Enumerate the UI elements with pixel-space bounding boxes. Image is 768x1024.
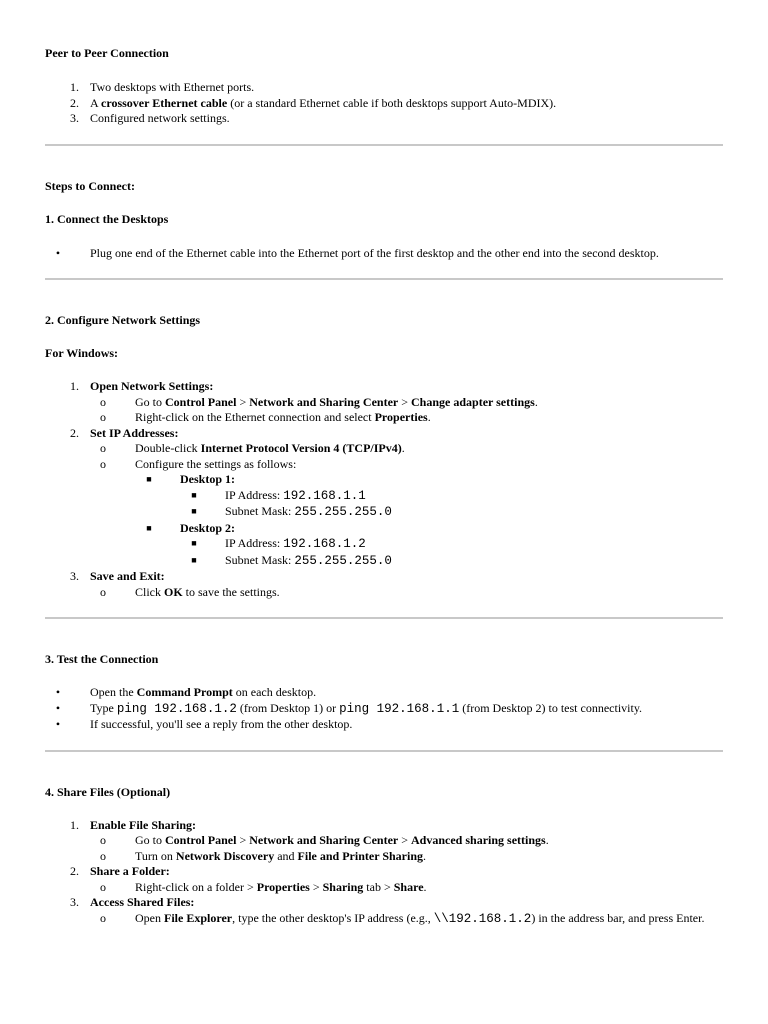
code-run: \\192.168.1.2 (433, 911, 532, 926)
item-text (135, 880, 427, 894)
text-run: Right-click on the Ethernet connection and select (135, 410, 375, 424)
circle-marker: o (100, 910, 106, 925)
step4-list (45, 818, 723, 928)
item-text (90, 685, 316, 699)
list-item (45, 895, 723, 927)
mask-label: Subnet Mask: (225, 552, 295, 567)
text-run: . (427, 410, 431, 424)
mask-value: 255.255.255.0 (294, 505, 392, 519)
ip-label: IP Address: (225, 487, 284, 502)
circle-marker: o (100, 441, 106, 455)
text-run: (from Desktop 2) to test connectivity. (459, 700, 643, 715)
list-number: 3. (70, 895, 79, 909)
item-text (90, 111, 230, 125)
item-text (135, 849, 426, 863)
text-run: If successful, you'll see a reply from the other desktop. (90, 717, 353, 731)
text-run: on each desktop. (232, 685, 317, 699)
text-run: Two desktops with Ethernet ports. (90, 80, 255, 94)
sub-item (90, 833, 723, 849)
step3-list (45, 685, 723, 733)
step1-list (45, 246, 723, 262)
bold-run: Control Panel (165, 394, 237, 409)
list-number: 1. (70, 80, 79, 94)
list-number: 3. (70, 569, 79, 583)
desktop-label: Desktop 1: (180, 472, 236, 486)
list-number: 1. (70, 817, 79, 832)
item-text (90, 80, 254, 94)
text-run: Go to (135, 394, 165, 409)
circle-marker: o (100, 456, 106, 471)
square-marker: ■ (191, 506, 197, 516)
list-item (45, 426, 723, 570)
bullet-marker: • (55, 700, 61, 715)
item-label: Enable File Sharing: (90, 817, 197, 832)
text-run: Right-click on a folder > (135, 879, 257, 894)
bold-run: Network Discovery (175, 848, 275, 863)
text-run: tab > (363, 879, 394, 894)
text-run: Open the (90, 685, 137, 699)
setting-item (180, 504, 723, 521)
bold-run: crossover Ethernet cable (101, 95, 228, 110)
bullet-marker: • (55, 685, 61, 699)
step4-heading: 4. Share Files (Optional) (45, 784, 171, 799)
text-run: . (545, 833, 549, 847)
ip-label: IP Address: (225, 536, 284, 550)
step2-heading: 2. Configure Network Settings (45, 313, 201, 327)
circle-marker: o (100, 848, 106, 863)
list-item (45, 818, 723, 865)
circle-marker: o (100, 410, 106, 424)
bold-run: Advanced sharing settings (411, 833, 546, 847)
list-item (45, 717, 723, 733)
item-label: Share a Folder: (90, 864, 170, 878)
sub-item (90, 911, 723, 928)
text-run: Go to (135, 833, 165, 847)
text-run: > (236, 394, 250, 409)
step2-list (45, 379, 723, 600)
list-number: 2. (70, 95, 79, 110)
bold-run: Change adapter settings (411, 394, 535, 409)
text-run: > (309, 879, 323, 894)
list-item (45, 701, 723, 718)
requirement-item (45, 96, 723, 112)
item-text (135, 457, 296, 471)
bold-run: Properties (256, 879, 310, 894)
bullet-marker: • (55, 717, 61, 731)
text-run: A (90, 95, 102, 110)
bold-run: File Explorer (164, 910, 233, 925)
list-item (45, 569, 723, 600)
text-run: (or a standard Ethernet cable if both desktops support Auto-MDIX). (227, 95, 557, 110)
requirements-list (45, 80, 723, 127)
square-marker: ■ (146, 474, 152, 484)
text-run: > (398, 394, 412, 409)
circle-marker: o (100, 584, 106, 599)
setting-item (180, 488, 723, 505)
step3-heading: 3. Test the Connection (45, 652, 159, 666)
text-run: Configure the settings as follows: (135, 456, 297, 471)
text-run: ) in the address bar, and press Enter. (531, 910, 705, 925)
item-label: Access Shared Files: (90, 895, 195, 909)
requirement-item (45, 80, 723, 96)
bold-run: Properties (374, 410, 428, 424)
bold-run: Sharing (322, 879, 364, 894)
steps-heading: Steps to Connect: (45, 178, 135, 193)
text-run: Click (135, 584, 164, 599)
text-run: and (274, 848, 298, 863)
bold-run: Share (393, 879, 424, 894)
item-label: Open Network Settings: (90, 379, 214, 393)
desktop-item (135, 472, 723, 521)
sub-item (90, 441, 723, 457)
text-run: , type the other desktop's IP address (e.g., (232, 910, 434, 925)
item-text (135, 585, 280, 599)
step2-subheading: For Windows: (45, 346, 119, 360)
doc-title: Peer to Peer Connection (45, 46, 169, 60)
text-run: (from Desktop 1) or (236, 700, 340, 715)
document-page (45, 46, 723, 927)
circle-marker: o (100, 394, 106, 409)
bullet-marker: • (55, 245, 61, 260)
mask-value: 255.255.255.0 (294, 553, 392, 568)
item-text (90, 96, 556, 110)
code-run: ping 192.168.1.1 (339, 701, 460, 716)
bold-run: Control Panel (165, 833, 237, 847)
ip-value: 192.168.1.1 (283, 488, 366, 503)
item-text (90, 701, 642, 715)
text-run: > (398, 833, 412, 847)
list-number: 2. (70, 425, 79, 440)
sub-item (90, 457, 723, 570)
bold-run: Network and Sharing Center (249, 833, 399, 847)
list-item (45, 864, 723, 895)
list-item (45, 379, 723, 426)
list-number: 3. (70, 111, 79, 125)
bold-run: Internet Protocol Version 4 (TCP/IPv4) (200, 441, 402, 455)
square-marker: ■ (191, 538, 197, 548)
text-run: > (236, 833, 250, 847)
text-run: . (534, 394, 538, 409)
sub-item (90, 849, 723, 865)
text-run: Double-click (135, 441, 201, 455)
setting-item (180, 553, 723, 570)
item-label: Save and Exit: (90, 569, 165, 583)
square-marker: ■ (191, 489, 197, 500)
item-text (135, 911, 704, 928)
text-run: to save the settings. (182, 584, 280, 599)
text-run: Type (90, 700, 117, 715)
bold-run: File and Printer Sharing (297, 848, 423, 863)
item-text (135, 395, 538, 409)
item-text (90, 717, 352, 731)
sub-item (90, 395, 723, 411)
circle-marker: o (100, 833, 106, 847)
text-run: Open (135, 910, 164, 925)
sub-item (90, 410, 723, 426)
list-number: 2. (70, 864, 79, 878)
circle-marker: o (100, 879, 106, 894)
item-text (135, 410, 431, 424)
desktop-item (135, 521, 723, 570)
mask-label: Subnet Mask: (225, 504, 295, 518)
bold-run: Network and Sharing Center (249, 394, 399, 409)
text-run: Turn on (135, 848, 176, 863)
step1-heading: 1. Connect the Desktops (45, 211, 169, 226)
item-text (135, 833, 549, 847)
bold-run: OK (164, 584, 183, 599)
desktop-label: Desktop 2: (180, 520, 236, 535)
bold-run: Command Prompt (136, 685, 233, 699)
text-run: . (423, 879, 427, 894)
code-run: ping 192.168.1.2 (116, 701, 237, 716)
list-number: 1. (70, 379, 79, 393)
sub-item (90, 585, 723, 601)
ip-value: 192.168.1.2 (283, 537, 366, 551)
square-marker: ■ (191, 554, 197, 565)
text-run: . (423, 848, 426, 863)
item-label: Set IP Addresses: (90, 425, 179, 440)
text-run: . (401, 441, 405, 455)
setting-item (180, 536, 723, 553)
list-item (45, 246, 723, 262)
step1-bullet-text: Plug one end of the Ethernet cable into the Ethernet port of the first desktop and the other end into the second desktop. (90, 245, 659, 260)
square-marker: ■ (146, 522, 152, 533)
item-text (135, 441, 405, 455)
sub-item (90, 880, 723, 896)
text-run: Configured network settings. (90, 111, 230, 125)
requirement-item (45, 111, 723, 127)
list-item (45, 685, 723, 701)
